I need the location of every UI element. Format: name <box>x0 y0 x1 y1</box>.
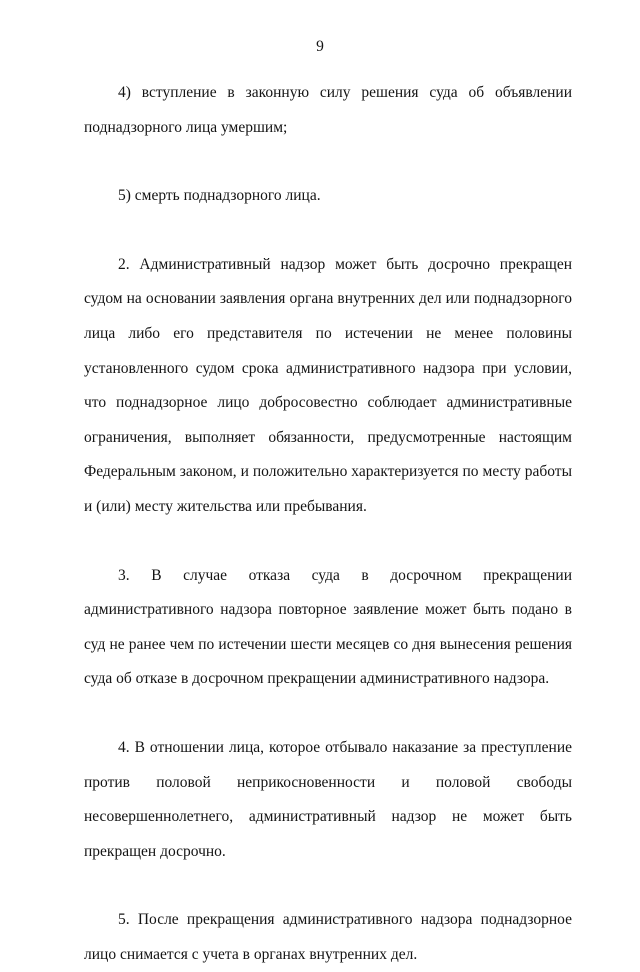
document-body <box>84 76 572 972</box>
paragraph-part-4: 4. В отношении лица, которое отбывало наказание за преступление против половой неприкосновенности и половой свободы несовершеннолетнего, административный надзор не может быть прекращен досрочно. <box>84 738 572 860</box>
paragraph-item-5: 5) смерть поднадзорного лица. <box>118 187 321 205</box>
paragraph-part-3: 3. В случае отказа суда в досрочном прекращении административного надзора повторное заявление может быть подано в суд не ранее чем по истечении шести месяцев со дня вынесения решения суда об отказе в досрочном прекращении административного надзора. <box>84 566 572 688</box>
paragraph-part-5: 5. После прекращения административного надзора поднадзорное лицо снимается с учета в органах внутренних дел. <box>84 911 572 963</box>
paragraph-item-4: 4) вступление в законную силу решения суда об объявлении поднадзорного лица умершим; <box>84 84 572 136</box>
page-number: 9 <box>316 38 324 55</box>
paragraph-part-2: 2. Административный надзор может быть досрочно прекращен судом на основании заявления органа внутренних дел или поднадзорного лица либо его представителя по истечении не менее половины установленного судом срока административного надзора при условии, что поднадзорное лицо добросовестно соблюдает административные ограничения, выполняет обязанности, предусмотренные настоящим Федеральным законом, и положительно характеризуется по месту работы и (или) месту жительства или пребывания. <box>84 255 572 515</box>
